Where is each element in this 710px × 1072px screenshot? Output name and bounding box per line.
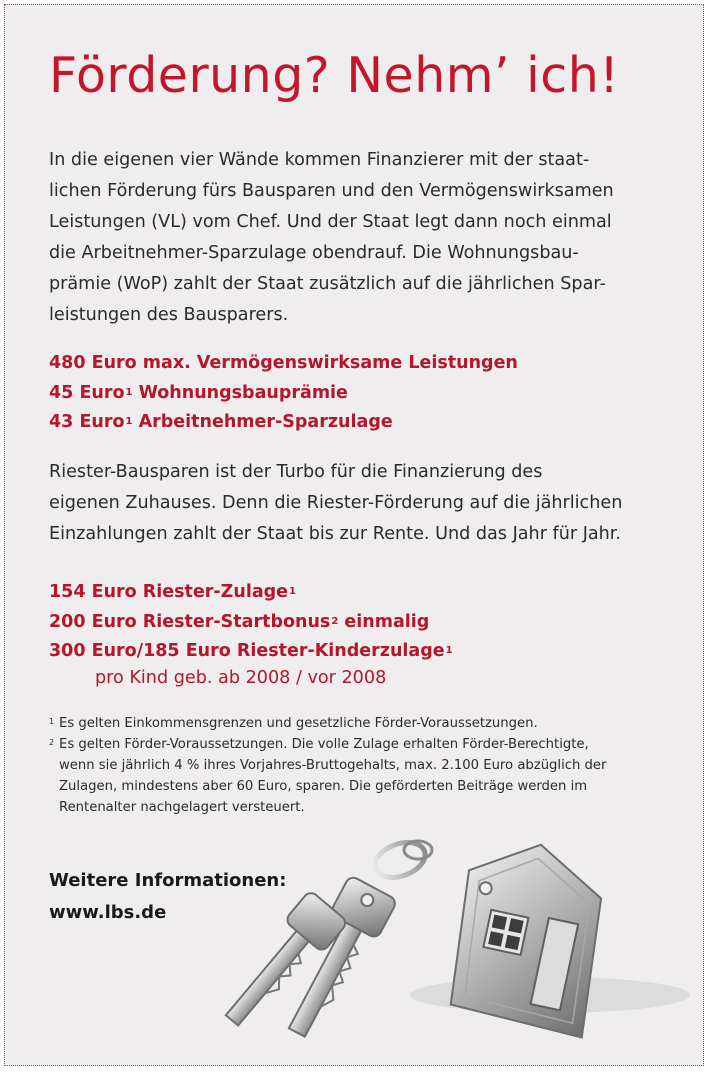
intro-paragraph [49, 145, 669, 331]
benefit-sparzulage: 43 Euro$^1$ Arbeitnehmer-Sparzulage [49, 412, 393, 432]
text-line: die Arbeitnehmer-Sparzulage obendrauf. Die Wohnungsbau- [49, 243, 579, 263]
page-title: Förderung? Nehm’ ich! [49, 47, 620, 104]
text-line: Einzahlungen zahlt der Staat bis zur Rente. Und das Jahr für Jahr. [49, 524, 622, 544]
footnote-ref: 1 [445, 645, 453, 656]
text-line: prämie (WoP) zahlt der Staat zusätzlich auf die jährlichen Spar- [49, 274, 606, 294]
footnote-ref: 1 [289, 586, 296, 597]
footnote-1 [49, 713, 689, 734]
info-label: Weitere Informationen: [49, 870, 287, 891]
footnote-line: wenn sie jährlich 4 % ihres Vorjahres-Bruttogehalts, max. 2.100 Euro abzüglich der [59, 758, 607, 773]
text-line: lichen Förderung fürs Bausparen und den Vermögenswirksamen [49, 181, 614, 201]
benefit-vl: 480 Euro max. Vermögenswirksame Leistungen [49, 353, 518, 373]
house-keys-icon [220, 805, 700, 1060]
text-line: leistungen des Bausparers. [49, 305, 289, 325]
text-line: In die eigenen vier Wände kommen Finanzierer mit der staat- [49, 150, 590, 170]
footnote-number: 2 [49, 738, 55, 747]
footnote-number: 1 [49, 717, 55, 726]
riester-zulage: 154 Euro Riester-Zulage$^1$ [49, 582, 296, 602]
riester-paragraph [49, 457, 669, 550]
footnote-ref: 2 [331, 615, 339, 627]
footnote-line: Rentenalter nachgelagert versteuert. [59, 800, 305, 815]
footnote-ref: 1 [125, 416, 133, 427]
website-link[interactable]: www.lbs.de [49, 902, 167, 923]
footnote-line: Es gelten Einkommensgrenzen und gesetzliche Förder-Voraussetzungen. [59, 716, 538, 731]
footnote-ref: 1 [125, 386, 133, 398]
footnote-line: Zulagen, mindestens aber 60 Euro, sparen. Die geförderten Beiträge werden im [59, 779, 588, 794]
riester-benefit-list [49, 578, 453, 667]
footnote-line: Es gelten Förder-Voraussetzungen. Die volle Zulage erhalten Förder-Berechtigte, [59, 737, 589, 752]
riester-kinderzulage: 300 Euro/185 Euro Riester-Kinderzulage$^1$ [49, 641, 453, 661]
child-note: pro Kind geb. ab 2008 / vor 2008 [95, 668, 387, 688]
text-line: Leistungen (VL) vom Chef. Und der Staat legt dann noch einmal [49, 212, 612, 232]
benefit-list [49, 349, 518, 438]
poster [4, 4, 704, 1066]
footnotes [49, 713, 689, 818]
text-line: Riester-Bausparen ist der Turbo für die Finanzierung des [49, 462, 543, 482]
riester-startbonus: 200 Euro Riester-Startbonus$^2$ einmalig [49, 611, 430, 632]
text-line: eigenen Zuhauses. Denn die Riester-Förderung auf die jährlichen [49, 493, 623, 513]
benefit-wop: 45 Euro$^1$ Wohnungsbauprämie [49, 382, 348, 403]
